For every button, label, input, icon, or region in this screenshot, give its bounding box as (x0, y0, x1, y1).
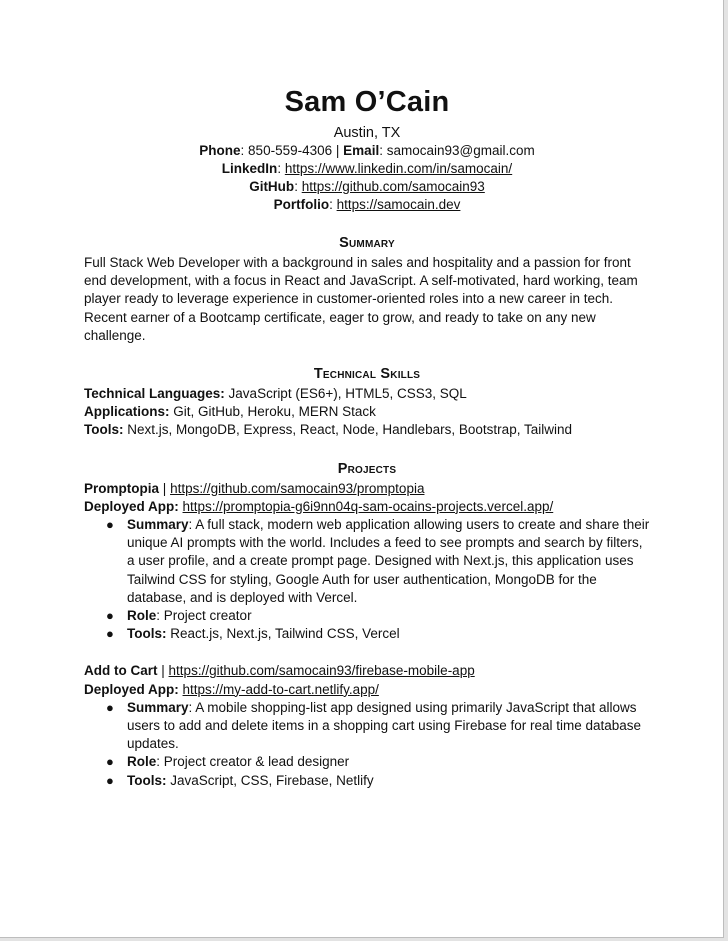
project-role: ● Role: Project creator (127, 607, 650, 625)
project-summary: ● Summary: A full stack, modern web application allowing users to create and share their unique AI prompts with the world. Includes a feed to see prompts and search by filters, a user profile, and a create prompt page. Designed with Next.js, this application uses Tailwind CSS for styling, Google Auth for user authentication, MongoDB for the database, and is deployed with Vercel. (106, 517, 650, 605)
github-label: GitHub (249, 179, 295, 194)
project-role-text: Project creator (163, 608, 252, 624)
role-label: Role (127, 754, 157, 770)
project-name: Promptopia (84, 480, 160, 496)
project-role: ● Role: Project creator & lead designer (127, 753, 650, 771)
project-tools (106, 772, 650, 790)
linkedin-link[interactable]: https://www.linkedin.com/in/samocain/ (284, 161, 513, 176)
bullet-icon: ● (106, 699, 114, 715)
deployed-label: Deployed App: (84, 681, 179, 697)
summary-label: Summary (127, 699, 189, 715)
separator: | (161, 663, 165, 679)
skill-label: Technical Languages: (84, 386, 225, 402)
contact-github: GitHub: https://github.com/samocain93 (249, 179, 485, 194)
portfolio-label: Portfolio (273, 197, 330, 212)
skill-row-languages (84, 385, 650, 403)
linkedin-label: LinkedIn (221, 161, 278, 176)
deployed-label: Deployed App: (84, 498, 179, 514)
candidate-name: Sam O’Cain (284, 86, 450, 118)
project-tools (106, 625, 650, 643)
project-repo-link[interactable]: https://github.com/samocain93/firebase-mobile-app (168, 663, 475, 679)
phone-number: 850-559-4306 (248, 143, 333, 158)
project-deployed-link[interactable]: https://my-add-to-cart.netlify.app/ (182, 681, 379, 697)
bullet-icon: ● (106, 608, 114, 624)
project-details (84, 516, 650, 643)
bullet-icon: ● (106, 772, 114, 788)
contact-linkedin: LinkedIn: https://www.linkedin.com/in/samocain/ (221, 161, 513, 176)
skill-value: Git, GitHub, Heroku, MERN Stack (173, 404, 376, 420)
technical-skills-heading: Technical Skills (313, 366, 421, 383)
project-promptopia (84, 480, 650, 644)
github-link[interactable]: https://github.com/samocain93 (301, 179, 485, 194)
project-summary: ● Summary: A mobile shopping-list app designed using primarily JavaScript that allows users to add and delete items in a shopping cart using Firebase for real time database updates. (106, 699, 642, 752)
bullet-icon: ● (106, 754, 114, 770)
projects-heading: Projects (337, 460, 397, 477)
project-add-to-cart (84, 662, 650, 789)
role-label: Role (127, 608, 157, 624)
location: Austin, TX (333, 125, 401, 141)
contact-phone-email: Phone: 850-559-4306 | Email: samocain93@gmail.com (199, 143, 535, 158)
email-label: Email (343, 143, 380, 158)
skill-row-tools (84, 421, 650, 439)
email-address: samocain93@gmail.com (386, 143, 535, 158)
project-tools-text: JavaScript, CSS, Firebase, Netlify (170, 772, 374, 788)
portfolio-link[interactable]: https://samocain.dev (336, 197, 461, 212)
separator: | (335, 143, 340, 158)
bullet-icon: ● (106, 517, 114, 533)
separator: | (162, 480, 167, 496)
skill-value: Next.js, MongoDB, Express, React, Node, Handlebars, Bootstrap, Tailwind (127, 422, 572, 438)
project-tools-text: React.js, Next.js, Tailwind CSS, Vercel (170, 626, 400, 642)
resume-content (84, 84, 650, 790)
summary-heading: Summary (339, 235, 395, 251)
skill-row-applications (84, 403, 650, 421)
project-deployed-line (84, 681, 650, 699)
skill-label: Applications: (84, 404, 170, 420)
contact-portfolio: Portfolio: https://samocain.dev (273, 197, 461, 212)
project-title-line (84, 480, 650, 498)
summary-label: Summary (127, 517, 189, 533)
project-repo-link[interactable]: https://github.com/samocain93/promptopia (170, 480, 425, 496)
project-deployed-link[interactable]: https://promptopia-g6i9nn04q-sam-ocains-projects.vercel.app/ (182, 498, 554, 514)
summary-text: Full Stack Web Developer with a background in sales and hospitality and a passion for front end development, with a focus in React and JavaScript. A self-motivated, hard working, team player ready to leverage experience in customer-oriented roles into a new career in tech. Recent earner of a Bootcamp certificate, eager to grow, and ready to take on any new challenge. (84, 255, 638, 343)
project-title-line (84, 662, 650, 680)
phone-label: Phone (199, 143, 241, 158)
tools-label: Tools: (127, 772, 167, 788)
skill-label: Tools: (84, 422, 124, 438)
bullet-icon: ● (106, 626, 114, 642)
project-summary-text: A mobile shopping-list app designed using primarily JavaScript that allows users to add and delete items in a shopping cart using Firebase for real time database updates. (127, 699, 642, 752)
skill-value: JavaScript (ES6+), HTML5, CSS3, SQL (228, 386, 467, 402)
project-role-text: Project creator & lead designer (163, 754, 350, 770)
tools-label: Tools: (127, 626, 167, 642)
project-summary-text: A full stack, modern web application allowing users to create and share their unique AI prompts with the world. Includes a feed to see prompts and search by filters, a user profile, and a create prompt page. Designed with Next.js, this application uses Tailwind CSS for styling, Google Auth for user authentication, MongoDB for the database, and is deployed with Vercel. (127, 517, 650, 605)
project-details (84, 699, 650, 790)
project-name: Add to Cart (84, 663, 158, 679)
project-deployed-line (84, 498, 650, 516)
